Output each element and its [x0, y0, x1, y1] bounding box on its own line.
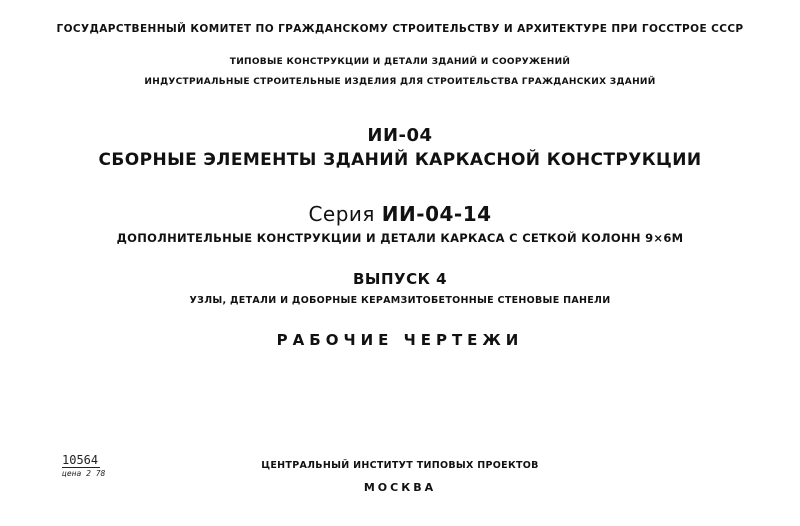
- issue-number: ВЫПУСК 4: [352, 270, 448, 288]
- document-code: ИИ-04: [367, 125, 433, 146]
- working-drawings-label: РАБОЧИЕ ЧЕРТЕЖИ: [276, 331, 524, 349]
- inventory-number: 10564: [62, 453, 99, 467]
- publisher-city: МОСКВА: [363, 481, 437, 494]
- price-label: цена 2 78: [62, 469, 106, 479]
- series-subtitle: ДОПОЛНИТЕЛЬНЫЕ КОНСТРУКЦИИ И ДЕТАЛИ КАРКАСА С СЕТКОЙ КОЛОНН 9×6М: [116, 231, 684, 245]
- publisher-institute: ЦЕНТРАЛЬНЫЙ ИНСТИТУТ ТИПОВЫХ ПРОЕКТОВ: [261, 460, 539, 471]
- committee-heading: ГОСУДАРСТВЕННЫЙ КОМИТЕТ ПО ГРАЖДАНСКОМУ СТРОИТЕЛЬСТВУ И АРХИТЕКТУРЕ ПРИ ГОССТРОЕ СССР: [56, 23, 744, 35]
- issue-subtitle: УЗЛЫ, ДЕТАЛИ И ДОБОРНЫЕ КЕРАМЗИТОБЕТОННЫЕ СТЕНОВЫЕ ПАНЕЛИ: [189, 295, 611, 306]
- series-code: ИИ-04-14: [381, 202, 492, 226]
- series-label: Серия: [308, 202, 375, 226]
- document-title: СБОРНЫЕ ЭЛЕМЕНТЫ ЗДАНИЙ КАРКАСНОЙ КОНСТРУКЦИИ: [98, 150, 702, 170]
- series-line: [0, 204, 800, 224]
- industrial-products-heading: ИНДУСТРИАЛЬНЫЕ СТРОИТЕЛЬНЫЕ ИЗДЕЛИЯ ДЛЯ СТРОИТЕЛЬСТВА ГРАЖДАНСКИХ ЗДАНИЙ: [144, 77, 656, 87]
- typical-structures-heading: ТИПОВЫЕ КОНСТРУКЦИИ И ДЕТАЛИ ЗДАНИЙ И СООРУЖЕНИЙ: [229, 57, 571, 67]
